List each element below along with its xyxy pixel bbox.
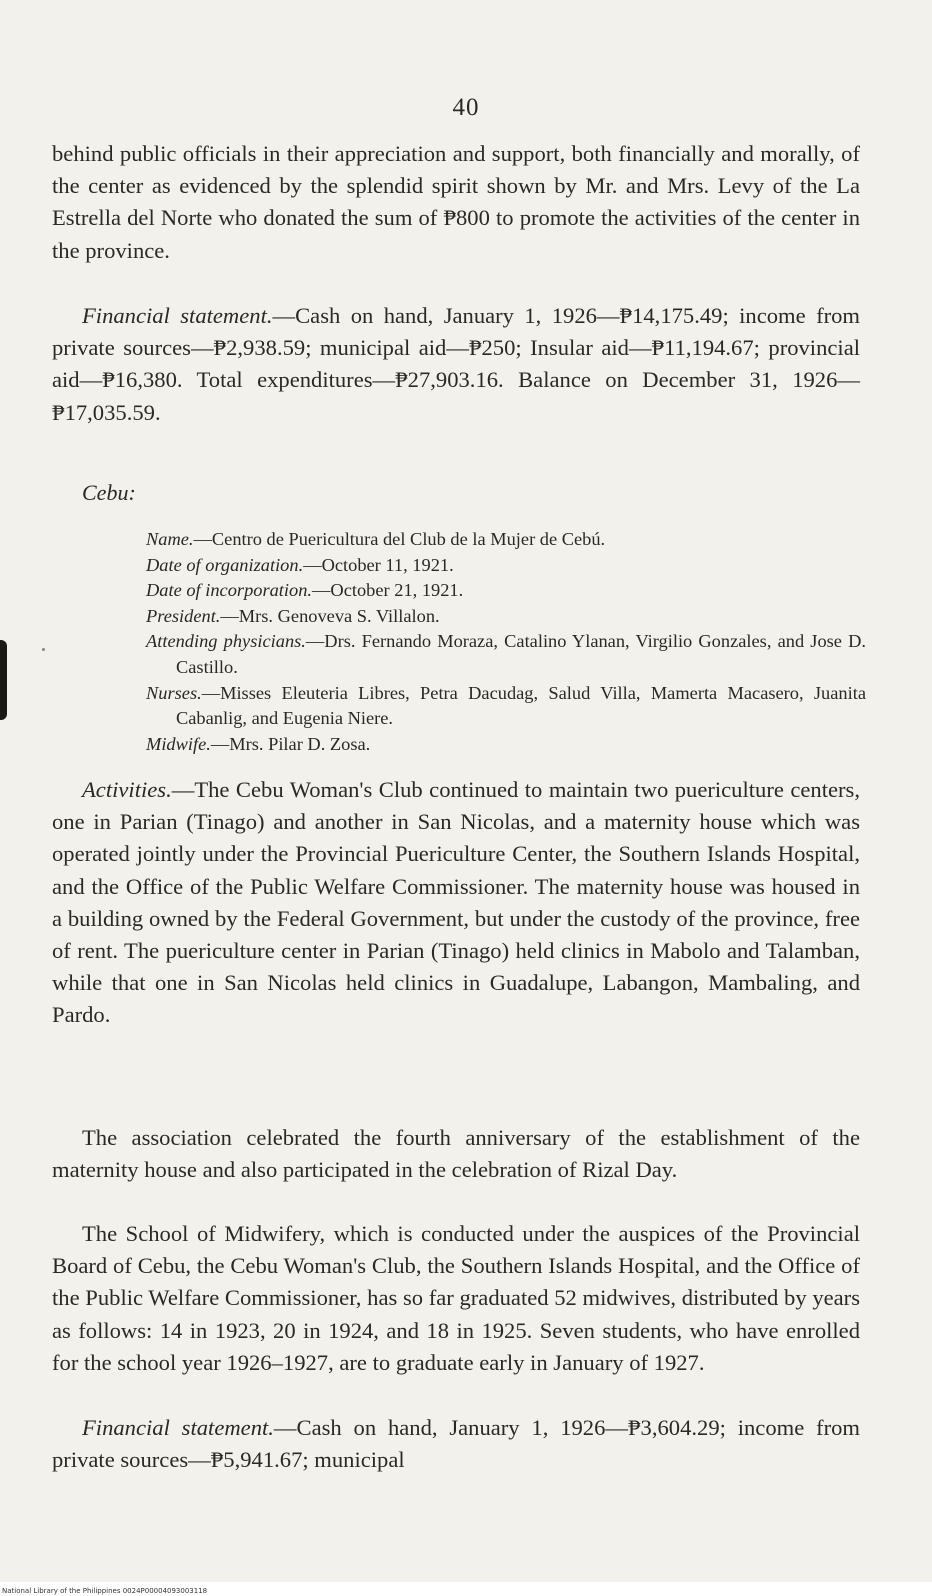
- cebu-heading: Cebu:: [82, 480, 136, 505]
- financial-statement-text: —Cash on hand, January 1, 1926—₱3,604.29; income from private sources—₱5,941.67; municipal: [52, 1415, 860, 1473]
- association-paragraph: The association celebrated the fourth anniversary of the establishment of the maternity house and also participated in the celebration of Rizal Day.: [52, 1125, 860, 1183]
- info-entry-president: [146, 604, 866, 630]
- info-label: President.: [146, 605, 221, 626]
- info-entry-attending-physicians: [146, 629, 866, 680]
- info-value: —October 11, 1921.: [303, 554, 454, 575]
- info-entry-name: [146, 527, 866, 553]
- info-label: Name.: [146, 529, 194, 549]
- scan-speck: [42, 648, 45, 651]
- cebu-info-block: [146, 527, 866, 757]
- activities-label: Activities.: [82, 777, 172, 802]
- financial-statement-paragraph: [52, 300, 860, 429]
- info-label: Date of incorporation.: [146, 580, 313, 601]
- info-label: Midwife.: [146, 733, 211, 754]
- info-entry-date-of-incorporation: [146, 578, 866, 604]
- info-value: —Misses Eleuteria Libres, Petra Dacudag, Salud Villa, Mamerta Macasero, Juanita Cabanlig, and Eugenia Niere.: [176, 682, 866, 729]
- page-number: 40: [452, 94, 480, 121]
- activities-text: —The Cebu Woman's Club continued to maintain two puericulture centers, one in Parian (Tinago) and another in San Nicolas, and a maternity house which was operated jointly under the Provincial Puericulture Center, the Southern Islands Hospital, and the Office of the Public Welfare Commissioner. The maternity house was housed in a building owned by the Federal Government, but under the custody of the province, free of rent. The puericulture center in Parian (Tinago) held clinics in Mabolo and Talamban, while that one in San Nicolas held clinics in Guadalupe, Labangon, Mambaling, and Pardo.: [52, 777, 860, 1028]
- info-label: Date of organization.: [146, 554, 304, 575]
- activities-paragraph: [52, 774, 860, 1032]
- info-label: Nurses.: [146, 682, 202, 703]
- info-value: —Drs. Fernando Moraza, Catalino Ylanan, Virgilio Gonzales, and Jose D. Castillo.: [176, 631, 866, 677]
- page-edge-shadow: [0, 640, 7, 720]
- info-entry-midwife: [146, 732, 866, 758]
- info-entry-date-of-organization: [146, 553, 866, 579]
- financial-statement-label: Financial statement.: [82, 1415, 274, 1440]
- info-value: —Mrs. Genoveva S. Villalon.: [220, 605, 440, 626]
- info-value: —October 21, 1921.: [312, 580, 464, 601]
- footer-credit: National Library of the Philippines 0024P00004093003118: [2, 1587, 208, 1595]
- info-label: Attending physicians.: [146, 631, 306, 652]
- school-of-midwifery-paragraph: The School of Midwifery, which is conducted under the auspices of the Provincial Board of Cebu, the Cebu Woman's Club, the Southern Islands Hospital, and the Office of the Public Welfare Commissioner, has so far graduated 52 midwives, distributed by years as follows: 14 in 1923, 20 in 1924, and 18 in 1925. Seven students, who have enrolled for the school year 1926–1927, are to graduate early in January of 1927.: [52, 1221, 860, 1375]
- financial-statement-paragraph-2: [52, 1412, 860, 1476]
- footer-bar: [0, 1582, 932, 1596]
- intro-paragraph: behind public officials in their appreciation and support, both financially and morally, of the center as evidenced by the splendid spirit shown by Mr. and Mrs. Levy of the La Estrella del Norte who donated the sum of ₱800 to promote the activities of the center in the province.: [52, 141, 860, 263]
- info-value: —Centro de Puericultura del Club de la Mujer de Cebú.: [193, 529, 606, 549]
- financial-statement-label: Financial statement.: [82, 303, 273, 328]
- financial-statement-text: —Cash on hand, January 1, 1926—₱14,175.49; income from private sources—₱2,938.59; municipal aid—₱250; Insular aid—₱11,194.67; provincial aid—₱16,380. Total expenditures—₱27,903.16. Balance on December 31, 1926—₱17,035.59.: [52, 303, 860, 425]
- info-value: —Mrs. Pilar D. Zosa.: [210, 733, 371, 754]
- info-entry-nurses: [146, 681, 866, 732]
